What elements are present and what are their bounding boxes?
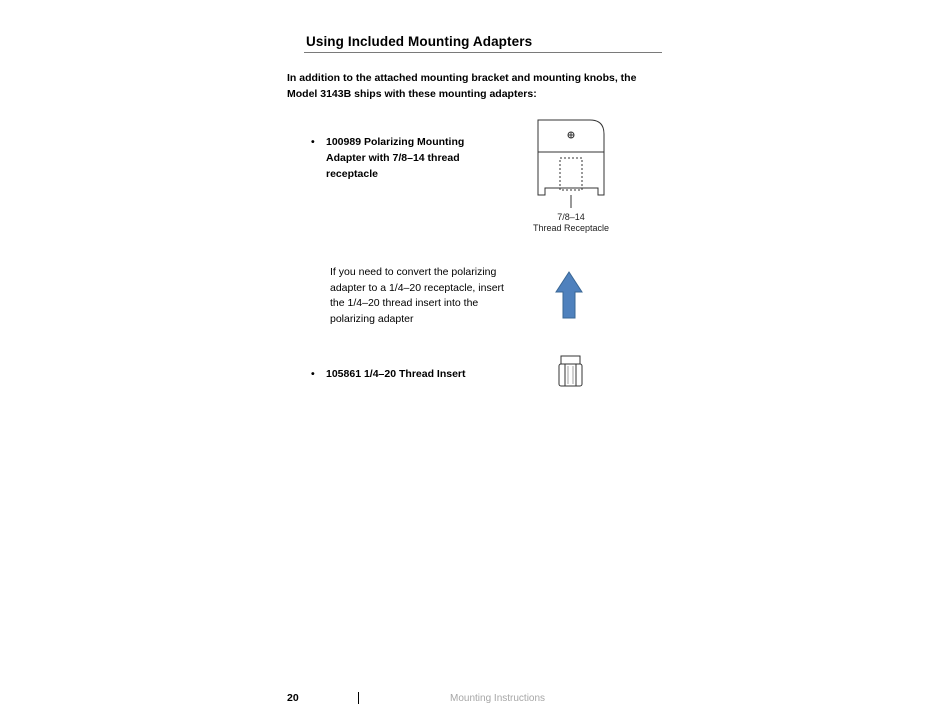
receptacle-caption-label: Thread Receptacle — [532, 223, 610, 233]
title-divider — [304, 52, 662, 53]
bullet-marker: • — [311, 136, 315, 148]
crosshair-circle-icon — [568, 132, 574, 138]
page-title: Using Included Mounting Adapters — [306, 34, 533, 49]
thread-insert-diagram — [556, 354, 586, 390]
list-item-label: 100989 Polarizing Mounting Adapter with 7/8–14 thread receptacle — [326, 136, 465, 180]
bullet-marker: • — [311, 368, 315, 380]
receptacle-caption-size: 7/8–14 — [557, 212, 585, 222]
list-item-polarizing-adapter — [311, 134, 481, 182]
footer-section-title: Mounting Instructions — [450, 693, 546, 704]
footer-separator — [358, 692, 359, 704]
thread-receptacle-hole — [560, 158, 582, 190]
adapter-base — [538, 152, 604, 195]
list-item-thread-insert — [311, 366, 501, 382]
page-number: 20 — [287, 692, 299, 704]
up-arrow-icon — [554, 271, 584, 321]
polarizing-adapter-diagram — [530, 115, 610, 213]
list-item-label: 105861 1/4–20 Thread Insert — [326, 368, 466, 380]
intro-paragraph: In addition to the attached mounting bracket and mounting knobs, the Model 3143B ships with these mounting adapters: — [287, 72, 637, 100]
conversion-note: If you need to convert the polarizing adapter to a 1/4–20 receptacle, insert the 1/4–20 thread insert into the polarizing adapter — [330, 266, 504, 325]
